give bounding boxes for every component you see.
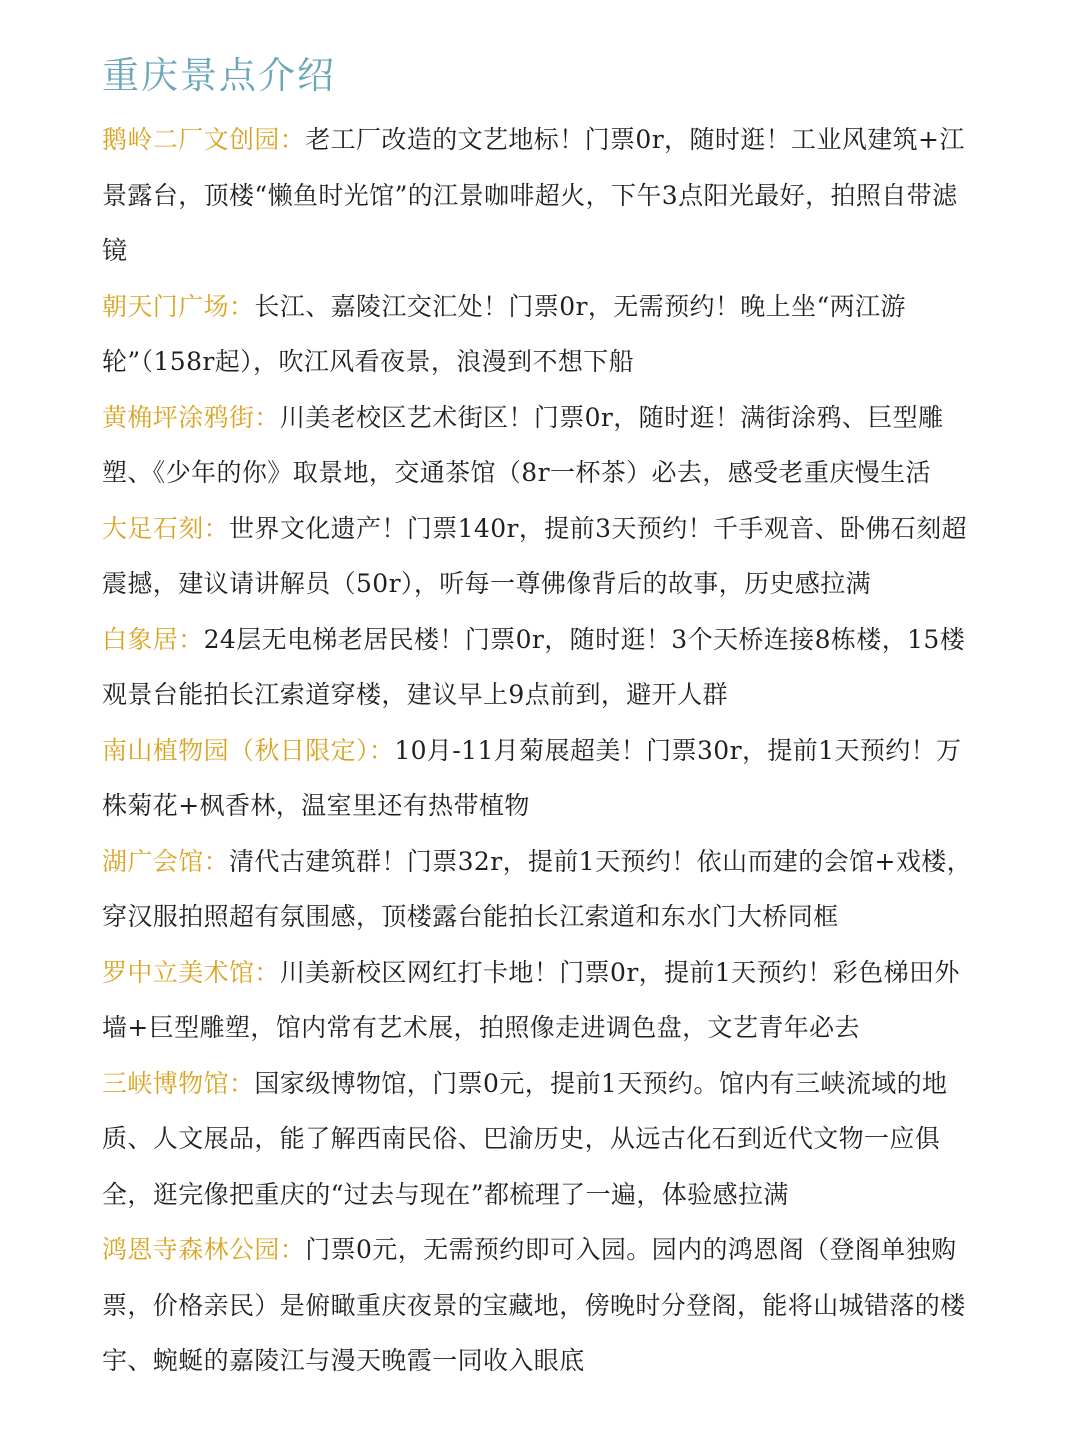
spot-description: 川美新校区网红打卡地！门票0r，提前1天预约！彩色梯田外墙+巨型雕塑，馆内常有艺术展，拍照像走进调色盘，文艺青年必去 (102, 957, 960, 1042)
spot-description: 世界文化遗产！门票140r，提前3天预约！千手观音、卧佛石刻超震撼，建议请讲解员（50r），听每一尊佛像背后的故事，历史感拉满 (102, 513, 967, 598)
spot-entry-sanxia (102, 1056, 982, 1223)
page-title: 重庆景点介绍 (102, 54, 336, 97)
spot-name: 鹅岭二厂文创园： (102, 125, 306, 154)
spot-entry-hongensi (102, 1222, 982, 1389)
spot-name: 大足石刻： (102, 513, 230, 543)
spot-description: 国家级博物馆，门票0元，提前1天预约。馆内有三峡流域的地质、人文展品，能了解西南民俗、巴渝历史，从远古化石到近代文物一应俱全，逛完像把重庆的“过去与现在”都梳理了一遍，体验感拉满 (102, 1068, 948, 1209)
spot-entry-chaotianmen (102, 279, 982, 390)
spot-description: 24层无电梯老居民楼！门票0r，随时逛！3个天桥连接8栋楼，15楼观景台能拍长江索道穿楼，建议早上9点前到，避开人群 (102, 624, 966, 709)
spot-description: 门票0元，无需预约即可入园。园内的鸿恩阁（登阁单独购票，价格亲民）是俯瞰重庆夜景的宝藏地，傍晚时分登阁，能将山城错落的楼宇、蜿蜒的嘉陵江与漫天晚霞一同收入眼底 (102, 1235, 966, 1375)
spot-description: 长江、嘉陵江交汇处！门票0r，无需预约！晚上坐“两江游轮”（158r起），吹江风看夜景，浪漫到不想下船 (102, 291, 906, 376)
spot-description: 清代古建筑群！门票32r，提前1天预约！依山而建的会馆+戏楼，穿汉服拍照超有氛围感，顶楼露台能拍长江索道和东水门大桥同框 (102, 846, 973, 931)
spot-name: 黄桷坪涂鸦街： (102, 402, 280, 432)
spot-name: 湖广会馆： (102, 846, 230, 876)
spot-entry-baixiangju (102, 612, 982, 723)
spot-entry-eling (102, 112, 982, 279)
spot-entry-huguang (102, 834, 982, 945)
spot-description: 10月-11月菊展超美！门票30r，提前1天预约！万株菊花+枫香林，温室里还有热带植物 (102, 735, 962, 820)
spot-name: 罗中立美术馆： (102, 957, 280, 987)
spot-name: 南山植物园（秋日限定）： (102, 735, 395, 765)
spot-list (102, 112, 982, 1389)
spot-entry-huangjueping (102, 390, 982, 501)
spot-name: 白象居： (102, 624, 204, 654)
spot-description: 川美老校区艺术街区！门票0r，随时逛！满街涂鸦、巨型雕塑、《少年的你》取景地，交通茶馆（8r一杯茶）必去，感受老重庆慢生活 (102, 402, 944, 487)
spot-name: 三峡博物馆： (102, 1068, 255, 1098)
spot-name: 鸿恩寺森林公园： (102, 1235, 306, 1264)
spot-entry-luozhongli (102, 945, 982, 1056)
spot-entry-nanshan (102, 723, 982, 834)
spot-name: 朝天门广场： (102, 291, 255, 321)
spot-description: 老工厂改造的文艺地标！门票0r，随时逛！工业风建筑+江景露台，顶楼“懒鱼时光馆”的江景咖啡超火，下午3点阳光最好，拍照自带滤镜 (102, 125, 965, 265)
spot-entry-dazu (102, 501, 982, 612)
